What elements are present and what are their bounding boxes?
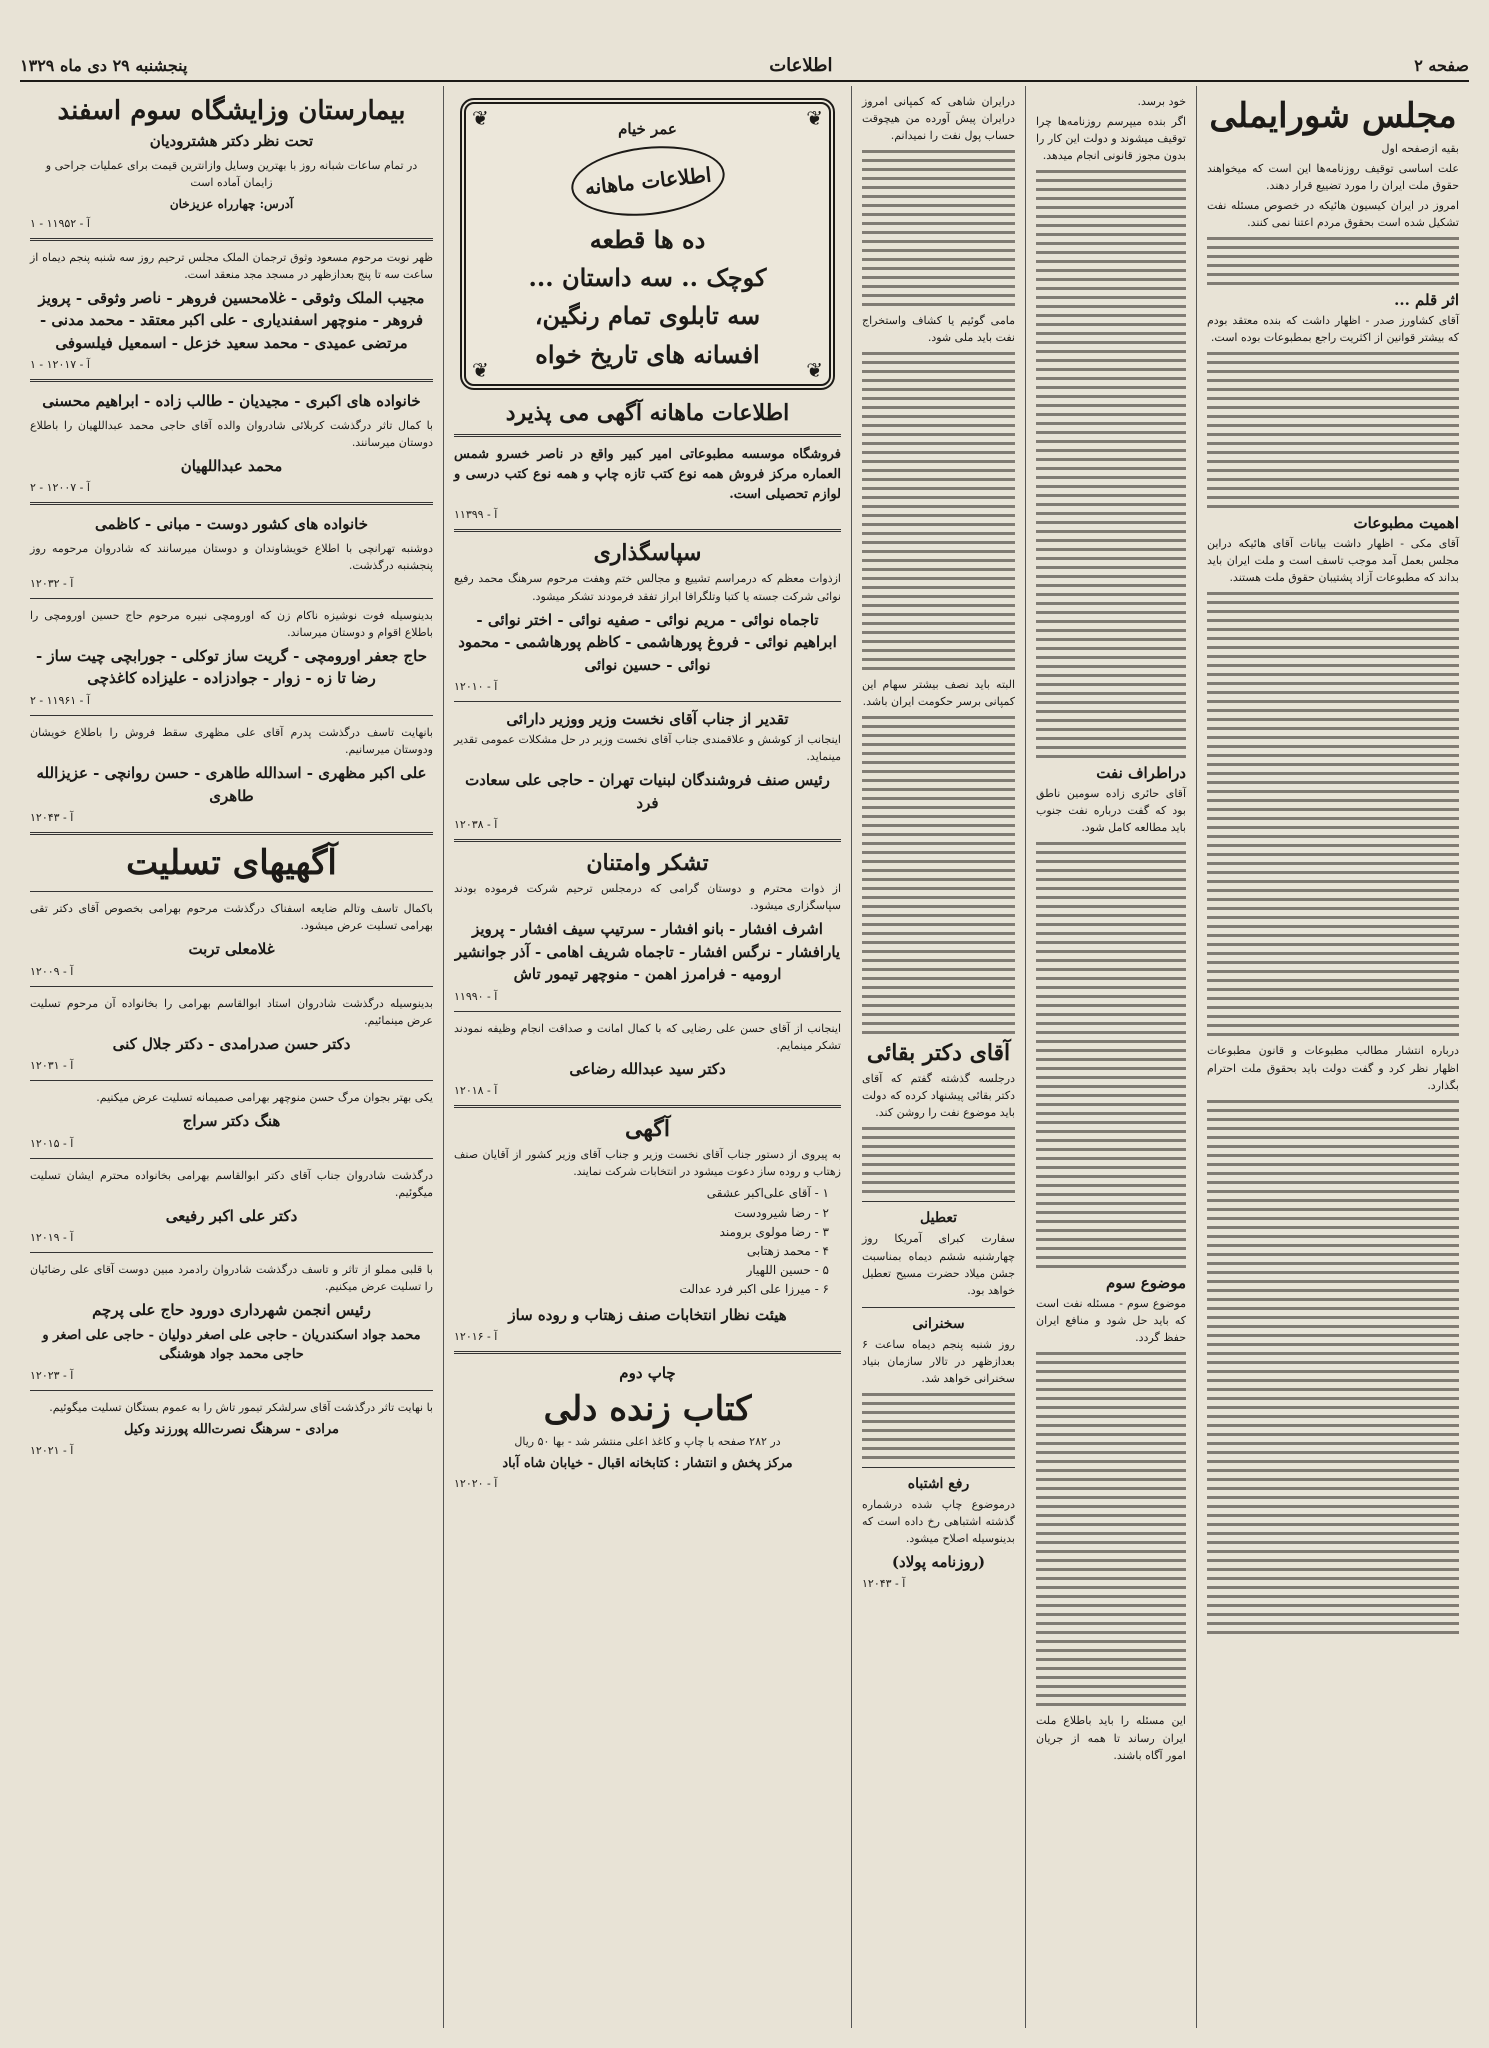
condolence-5-names: محمد جواد اسکندریان - حاجی علی اصغر دولیان - حاجی علی اصغر و حاجی محمد جواد هوشنگی — [42, 1327, 421, 1363]
divider — [454, 1011, 841, 1012]
condolence-6-code: آ - ۱۲۰۲۱ — [30, 1443, 74, 1457]
gratitude-names: تاجماه نوائی - مریم نوائی - صفیه نوائی - اختر نوائی - ابراهیم نوائی - فروغ پورهاشمی - کاظم پورهاشمی - محمود نوائی - حسین نوائی — [458, 610, 837, 674]
text-lines — [862, 1127, 1015, 1193]
mazhari-text: بانهایت تاسف درگذشت پدرم آقای علی مظهری سقط فروش را باطلاع خویشان ودوستان میرسانیم. — [30, 725, 433, 757]
condolence-6-text: با نهایت تاثر درگذشت آقای سرلشکر تیمور تاش را به عموم بستگان تسلیت میگوئیم. — [49, 1400, 433, 1414]
condolence-5-sig: رئیس انجمن شهرداری دورود حاج علی پرچم — [92, 1301, 371, 1320]
mazhari-code: آ - ۱۲۰۴۳ — [30, 811, 74, 825]
memorial-code: آ - ۱۲۰۱۷ - ۱ — [30, 358, 90, 372]
book-edition: چاپ دوم — [619, 1364, 676, 1383]
list-item: ۲ - رضا شیرودست — [734, 1205, 829, 1220]
notice-text: اینجانب از آقای حسن علی رضایی که با کمال امانت و صداقت انجام وظیفه نمودند تشکر مینمایم. — [454, 1021, 841, 1052]
condolence-2-code: آ - ۱۲۰۳۱ — [30, 1059, 74, 1073]
death-notice-names: حاج جعفر اورومچی - گریت ساز توکلی - جورابچی چیت ساز - رضا تا زه - زوار - جوادزاده - علیزاده کاغذچی — [35, 646, 428, 688]
masthead — [20, 50, 1469, 82]
condolence-4-code: آ - ۱۲۰۱۹ — [30, 1231, 74, 1245]
death-notice-text: بدینوسیله فوت نوشیزه ناکام زن که اورومچی نبیره مرحوم حاج حسین اورومچی را باطلاع اقوام و دوستان میرساند. — [30, 608, 433, 639]
magazine-logo: اطلاعات ماهانه — [567, 139, 727, 223]
announcement-code: آ - ۱۲۰۱۶ — [454, 1330, 498, 1344]
text-lines — [1207, 1100, 1459, 1634]
condolence-2-text: بدینوسیله درگذشت شادروان استاد ابوالقاسم بهرامی را بخانواده آن مرحوم تسلیت عرض مینمائیم. — [30, 996, 433, 1027]
book-title: کتاب زنده دلی — [543, 1388, 752, 1429]
hospital-code: آ - ۱۱۹۵۲ - ۱ — [30, 216, 90, 230]
families-text-2: دوشنبه تهرانچی با اطلاع خویشاوندان و دوستان میرسانند که شادروان مرحومه روز پنجشنبه درگذشت. — [30, 541, 433, 572]
ad-line-2: کوچک .. سه داستان ... — [528, 262, 767, 292]
divider — [30, 598, 433, 599]
majlis-p1: علت اساسی توقیف روزنامه‌ها این است که میخواهند حقوق ملت ایران را مورد تضییع قرار دهند. — [1207, 162, 1459, 193]
appreciation-title: تقدیر از جناب آقای نخست وزیر ووزیر دارائی — [506, 710, 789, 729]
text-lines — [862, 716, 1015, 1034]
col3-h3: سخنرانی — [912, 1315, 965, 1332]
divider — [454, 701, 841, 702]
condolence-1-sig: غلامعلی تربت — [188, 940, 275, 959]
hospital-address: آدرس: چهارراه عزیزخان — [169, 196, 294, 211]
condolence-3-sig: هنگ دکتر سراج — [182, 1112, 281, 1131]
thanks-code: آ - ۱۱۹۹۰ — [454, 989, 498, 1003]
paper-name: اطلاعات — [769, 54, 833, 76]
majlis-h1: اثر قلم ... — [1394, 291, 1459, 310]
text-lines — [1036, 842, 1186, 1268]
notice-sig: دکتر سید عبدالله رضاعی — [569, 1059, 726, 1078]
families-title-1: خانواده های اکبری - مجیدیان - طالب زاده - ابراهیم محسنی — [42, 392, 421, 411]
condolence-3-text: یکی بهتر بجوان مرگ حسن منوچهر بهرامی صمیمانه تسلیت عرض میکنیم. — [96, 1091, 433, 1105]
divider — [30, 1390, 433, 1391]
issue-date: پنجشنبه ۲۹ دی ماه ۱۳۲۹ — [20, 55, 188, 75]
hospital-sub: تحت نظر دکتر هشترودیان — [149, 132, 314, 150]
col3-p1: درایران شاهی که کمپانی امروز درایران پیش آورده من هیچوقت حساب پول نفت را نمیدانم. — [862, 95, 1015, 143]
appreciation-code: آ - ۱۲۰۳۸ — [454, 818, 498, 832]
divider — [30, 1158, 433, 1159]
gratitude-code: آ - ۱۲۰۱۰ — [454, 680, 498, 694]
condolence-5-code: آ - ۱۲۰۲۳ — [30, 1368, 74, 1382]
majlis-title: مجلس شورایملی — [1209, 96, 1457, 136]
ornament-icon: ❦ — [806, 358, 823, 383]
text-lines — [1207, 237, 1459, 285]
shop-ad: فروشگاه موسسه مطبوعاتی امیر کبیر واقع در ناصر خسرو شمس العماره مرکز فروش همه نوع کتب تازه چاپ و همه نوع کتب درسی و لوازم تحصیلی است. — [454, 447, 841, 503]
ads-column — [443, 86, 851, 2028]
majlis-sub: بقیه ازصفحه اول — [1381, 142, 1459, 155]
text-lines — [1207, 352, 1459, 508]
hospital-text: در تمام ساعات شبانه روز با بهترین وسایل وازانترین قیمت برای عملیات جراحی و زایمان آماده است — [45, 158, 418, 189]
majlis-h2: اهمیت مطبوعات — [1353, 514, 1459, 533]
gratitude-text: ازذوات معظم که درمراسم تشییع و مجالس ختم وهفت مرحوم سرهنگ محمد رفیع نوائی شرکت جسته یا کتبا وتلگرافا ابراز تفقد فرمودند تشکر میشود. — [454, 572, 841, 603]
divider — [30, 1080, 433, 1081]
col2-p2: اگر بنده میپرسم روزنامه‌ها چرا توقیف میشوند و دولت این کار را بدون مجوز قانونی انجام میدهد. — [1036, 115, 1186, 163]
col3-p5: سفارت کبرای آمریکا روز چهارشنبه ششم دیماه بمناسبت جشن میلاد حضرت مسیح تعطیل خواهد بود. — [862, 1232, 1015, 1297]
divider — [862, 1307, 1015, 1308]
mazhari-names: علی اکبر مظهری - اسدالله طاهری - حسن روانچی - عزیزالله طاهری — [36, 764, 427, 805]
families-code-1: آ - ۱۲۰۰۷ - ۲ — [30, 481, 90, 495]
condolence-1-code: آ - ۱۲۰۰۹ — [30, 964, 74, 978]
ad-brand: عمر خیام — [618, 120, 677, 138]
divider — [30, 502, 433, 505]
divider — [30, 986, 433, 987]
divider — [30, 832, 433, 835]
thanks-title: تشکر وامتنان — [586, 850, 709, 877]
columns — [20, 86, 1469, 2028]
col2-p1: خود برسد. — [1137, 95, 1186, 108]
families-sig-1: محمد عبداللهیان — [180, 456, 283, 475]
divider — [454, 529, 841, 532]
ornament-icon: ❦ — [472, 106, 489, 130]
list-item: ۴ - محمد زهتابی — [746, 1244, 829, 1259]
divider — [862, 1467, 1015, 1468]
col2-p3: آقای حائری زاده سومین ناطق بود که گفت درباره نفت جنوب باید مطالعه کامل شود. — [1036, 787, 1186, 835]
col3-p6: روز شنبه پنجم دیماه ساعت ۶ بعدازظهر در تالار سازمان بنیاد سخنرانی خواهد شد. — [862, 1337, 1015, 1385]
condolence-6-sig: مرادی - سرهنگ نصرت‌الله پورزند وکیل — [124, 1422, 339, 1438]
text-lines — [1036, 1352, 1186, 1706]
divider — [30, 891, 433, 892]
appreciation-text: اینجانب از کوشش و علاقمندی جناب آقای نخست وزیر در حل مشکلات عمومی تقدیر مینماید. — [454, 733, 841, 764]
families-text-1: با کمال تاثر درگذشت کربلائی شادروان والده آقای حاجی محمد عبداللهیان را باطلاع دوستان میرسانند. — [30, 418, 433, 449]
memorial-text: ظهر نوبت مرحوم مسعود وثوق ترجمان الملک مجلس ترحیم روز سه شنبه پنجم دیماه از ساعت سه تا پنج بعدازظهر در مسجد مجد منعقد است. — [30, 250, 433, 281]
divider — [454, 839, 841, 842]
condolence-4-sig: دکتر علی اکبر رفیعی — [165, 1206, 298, 1225]
book-info: در ۲۸۲ صفحه با چاپ و کاغذ اعلی منتشر شد - بها ۵۰ ریال — [514, 1434, 781, 1448]
list-item: ۵ - حسین اللهیار — [746, 1263, 829, 1278]
majlis-p3: آقای کشاورز صدر - اظهار داشت که بنده معتقد بودم که بیشتر قوانین از اکثریت راجع بمطبوعات بوده است. — [1207, 314, 1459, 345]
majlis-p5: درباره انتشار مطالب مطبوعات و قانون مطبوعات اظهار نظر کرد و گفت دولت باید بحقوق ملت احترام بگذارد. — [1207, 1044, 1459, 1092]
death-notice-code: آ - ۱۱۹۶۱ - ۲ — [30, 693, 90, 707]
candidate-list — [454, 1184, 841, 1299]
col3-p4: درجلسه گذشته گفتم که آقای دکتر بقائی پیشنهاد کرده که دولت باید موضوع نفت را روشن کند. — [862, 1072, 1015, 1120]
text-lines — [862, 1393, 1015, 1459]
col2-h2: موضوع سوم — [1105, 1274, 1186, 1293]
thanks-names: اشرف افشار - بانو افشار - سرتیپ سیف افشار - پرویز یارافشار - نرگس افشار - تاجماه شریف اهامی - آذر جوانشیر ارومیه - فرامرز اهمن - منوچهر تیمور تاش — [454, 920, 841, 984]
col3-code: آ - ۱۲۰۴۳ — [862, 1577, 906, 1591]
book-code: آ - ۱۲۰۲۰ — [454, 1477, 498, 1491]
divider — [454, 1105, 841, 1108]
condolence-1-text: باکمال تاسف وتالم ضایعه اسفناک درگذشت مرحوم بهرامی بخصوص آقای دکتر تقی بهرامی تسلیت عرض میشود. — [30, 902, 433, 933]
shop-code: آ - ۱۱۳۹۹ — [454, 508, 498, 522]
list-item: ۶ - میرزا علی اکبر فرد عدالت — [679, 1282, 829, 1297]
families-code-2: آ - ۱۲۰۳۲ — [30, 576, 74, 590]
condolence-2-sig: دکتر حسن صدرامدی - دکتر جلال کنی — [112, 1034, 351, 1053]
gratitude-title: سپاسگذاری — [593, 540, 702, 567]
divider — [30, 238, 433, 241]
list-item: ۳ - رضا مولوی برومند — [719, 1224, 829, 1239]
text-lines — [1036, 170, 1186, 758]
notice-code: آ - ۱۲۰۱۸ — [454, 1084, 498, 1098]
condolence-title: آگهیهای تسلیت — [126, 843, 337, 884]
notices-column — [20, 86, 443, 2028]
col2-p5: این مسئله را باید باطلاع ملت ایران رساند تا همه از جریان امور آگاه باشند. — [1036, 1714, 1186, 1762]
majlis-continued-column — [1025, 86, 1197, 2028]
monthly-magazine-ad — [460, 98, 835, 390]
col2-p4: موضوع سوم - مسئله نفت است که باید حل شود و منافع ایران حفظ گردد. — [1036, 1297, 1186, 1345]
text-lines — [1207, 592, 1459, 1036]
col3-p3: البته باید نصف بیشتر سهام این کمپانی برسر حکومت ایران باشد. — [862, 678, 1015, 709]
col2-h1: دراطراف نفت — [1096, 764, 1186, 783]
announcement-text: به پیروی از دستور جناب آقای نخست وزیر و جناب آقای وزیر کشور از آقایان صنف زهتاب و روده ساز دعوت میشود در انتخابات شرکت نمایند. — [454, 1148, 841, 1179]
announcement-title: آگهی — [624, 1116, 671, 1143]
col3-h4: رفع اشتباه — [907, 1475, 970, 1492]
divider — [454, 434, 841, 437]
ad-line-4: افسانه های تاریخ خواه — [535, 339, 760, 369]
appreciation-sig: رئیس صنف فروشندگان لبنیات تهران - حاجی علی سعادت فرد — [465, 771, 830, 812]
majlis-column — [1197, 86, 1469, 2028]
col3-h2: تعطیل — [920, 1210, 957, 1227]
oil-column — [851, 86, 1025, 2028]
divider — [30, 379, 433, 382]
col3-p2: مامی گوئیم یا کشاف واستخراج نفت باید ملی شود. — [862, 314, 1015, 345]
text-lines — [862, 150, 1015, 306]
col3-sig: (روزنامه پولاد) — [891, 1552, 986, 1571]
announcement-sig: هیئت نظار انتخابات صنف زهتاب و روده ساز — [508, 1305, 787, 1324]
memorial-names: مجیب الملک وثوقی - غلامحسین فروهر - ناصر وثوقی - پرویز فروهر - منوچهر اسفندیاری - علی اکبر معتقد - محمد مدنی - مرتضی عمیدی - محمد سعید خزعل - اسمعیل فیلسوفی — [38, 288, 425, 352]
divider — [862, 1201, 1015, 1202]
page-number: صفحه ۲ — [1414, 55, 1469, 75]
ornament-icon: ❦ — [472, 358, 489, 383]
condolence-4-text: درگذشت شادروان جناب آقای دکتر ابوالقاسم بهرامی بخانواده محترم ایشان تسلیت میگوئیم. — [30, 1168, 433, 1199]
thanks-text: از ذوات محترم و دوستان گرامی که درمجلس ترحیم شرکت فرموده بودند سپاسگزاری میشود. — [454, 882, 841, 913]
col3-p7: درموضوع چاپ شده درشماره گذشته اشتباهی رخ داده است که بدینوسیله اصلاح میشود. — [862, 1497, 1015, 1545]
condolence-3-code: آ - ۱۲۰۱۵ — [30, 1136, 74, 1150]
hospital-title: بیمارستان وزایشگاه سوم اسفند — [57, 96, 406, 126]
divider — [454, 1351, 841, 1354]
families-title-2: خانواده های کشور دوست - مبانی - کاظمی — [94, 515, 369, 534]
divider — [30, 1252, 433, 1253]
ad-cta: اطلاعات ماهانه آگهی می پذیرد — [505, 400, 790, 427]
ornament-icon: ❦ — [806, 106, 823, 130]
list-item: ۱ - آقای علی‌اکبر عشقی — [706, 1186, 829, 1201]
ad-line-1: ده ها قطعه — [589, 224, 706, 254]
divider — [30, 715, 433, 716]
book-shop: مرکز پخش و انتشار : کتابخانه اقبال - خیابان شاه آباد — [502, 1455, 793, 1471]
col3-h1: آقای دکتر بقائی — [866, 1040, 1011, 1067]
condolence-5-text: با قلبی مملو از تاثر و تاسف درگذشت شادروان رادمرد مبین دوست آقای علی رضائیان را تسلیت عرض میکنیم. — [30, 1263, 433, 1294]
ad-line-3: سه تابلوی تمام رنگین، — [534, 301, 761, 331]
text-lines — [862, 352, 1015, 670]
majlis-p4: آقای مکی - اظهار داشت بیانات آقای هائیکه دراین مجلس بعمل آمد موجب تاسف است و ملت ایران باید بداند که مطبوعات آزاد پشتیبان حقوق ملت هستند. — [1207, 537, 1459, 585]
majlis-p2: امروز در ایران کیسیون هائیکه در خصوص مسئله نفت تشکیل شده است بحقوق مردم اعتنا نمی کنند. — [1207, 199, 1459, 230]
